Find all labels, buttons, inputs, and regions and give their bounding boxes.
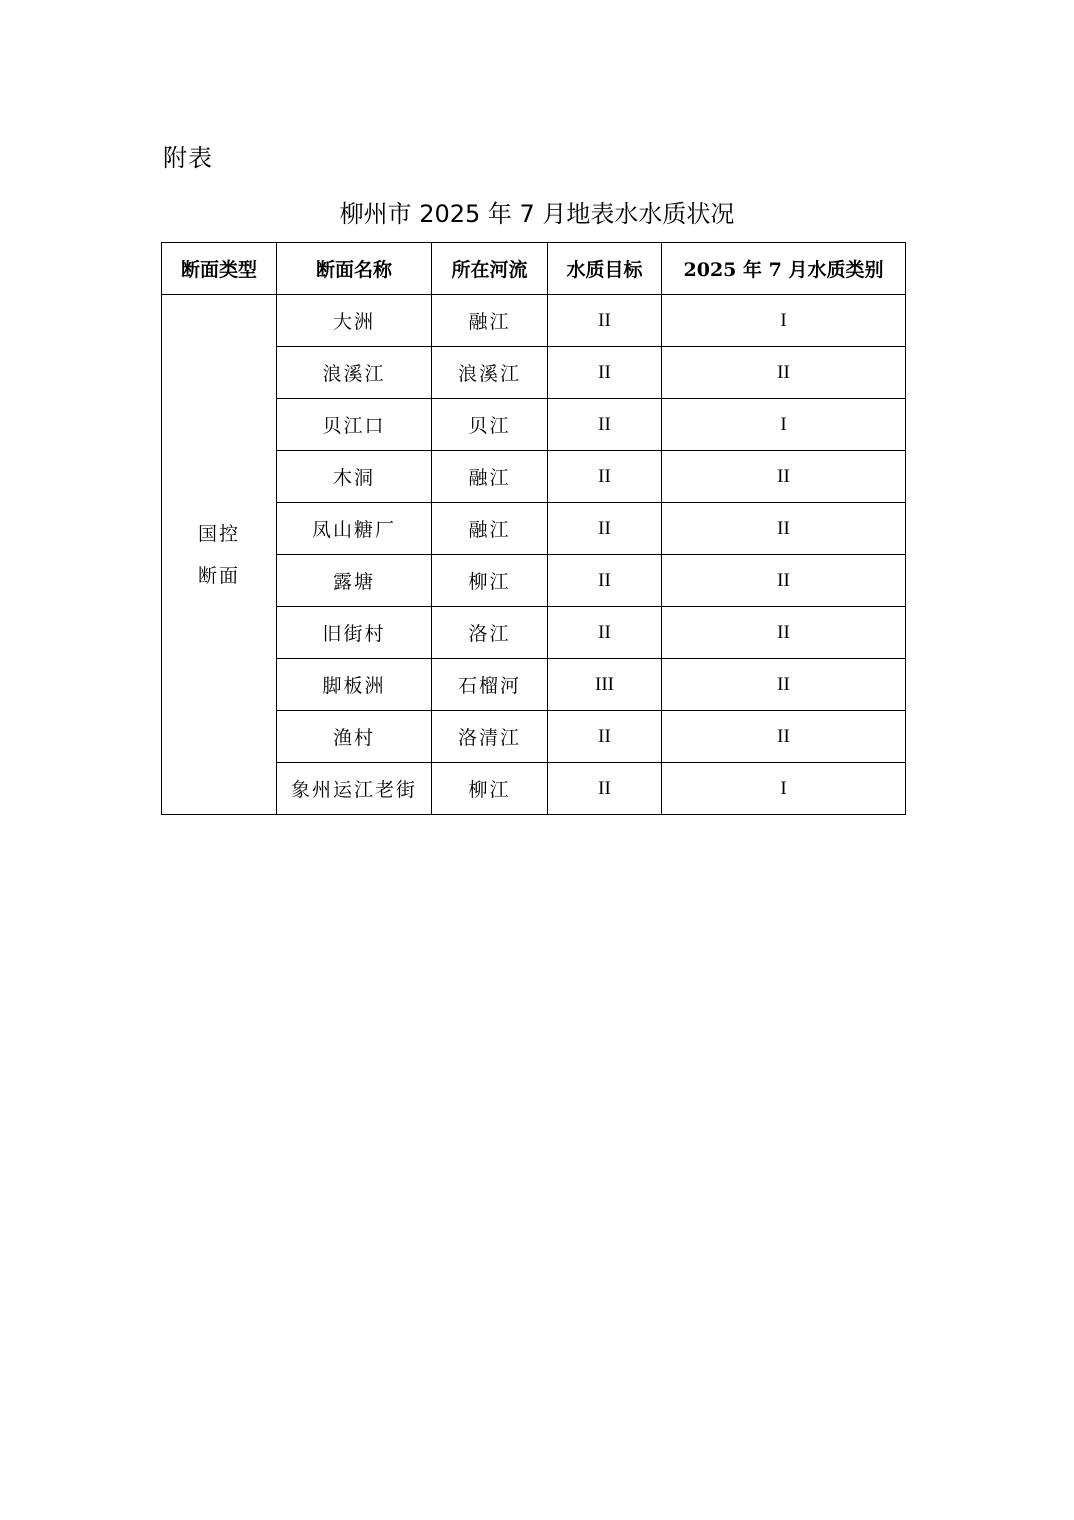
category-cell: I xyxy=(662,295,906,347)
table-header-row xyxy=(162,243,906,295)
river-cell: 柳江 xyxy=(432,555,548,607)
section-name-cell: 浪溪江 xyxy=(277,347,432,399)
river-cell: 浪溪江 xyxy=(432,347,548,399)
river-cell: 柳江 xyxy=(432,763,548,815)
river-cell: 融江 xyxy=(432,451,548,503)
category-cell: I xyxy=(662,399,906,451)
header-river: 所在河流 xyxy=(432,243,548,295)
river-cell: 贝江 xyxy=(432,399,548,451)
section-name-cell: 脚板洲 xyxy=(277,659,432,711)
target-cell: II xyxy=(548,503,662,555)
river-cell: 石榴河 xyxy=(432,659,548,711)
target-cell: II xyxy=(548,295,662,347)
section-type-line: 断面 xyxy=(197,564,240,587)
target-cell: II xyxy=(548,347,662,399)
category-cell: II xyxy=(662,503,906,555)
section-type-line: 国控 xyxy=(197,522,240,545)
target-cell: II xyxy=(548,555,662,607)
category-cell: II xyxy=(662,555,906,607)
target-cell: III xyxy=(548,659,662,711)
section-name-cell: 大洲 xyxy=(277,295,432,347)
section-name-cell: 凤山糖厂 xyxy=(277,503,432,555)
header-section-name: 断面名称 xyxy=(277,243,432,295)
section-name-cell: 贝江口 xyxy=(277,399,432,451)
header-section-type: 断面类型 xyxy=(162,243,277,295)
river-cell: 融江 xyxy=(432,295,548,347)
category-cell: II xyxy=(662,451,906,503)
category-cell: I xyxy=(662,763,906,815)
category-cell: II xyxy=(662,347,906,399)
section-name-cell: 露塘 xyxy=(277,555,432,607)
target-cell: II xyxy=(548,711,662,763)
river-cell: 融江 xyxy=(432,503,548,555)
category-cell: II xyxy=(662,711,906,763)
river-cell: 洛清江 xyxy=(432,711,548,763)
target-cell: II xyxy=(548,763,662,815)
section-name-cell: 象州运江老街 xyxy=(277,763,432,815)
category-cell: II xyxy=(662,607,906,659)
header-quality-category: 2025 年 7 月水质类别 xyxy=(662,243,906,295)
target-cell: II xyxy=(548,607,662,659)
section-name-cell: 木洞 xyxy=(277,451,432,503)
water-quality-table xyxy=(161,242,906,815)
target-cell: II xyxy=(548,399,662,451)
header-quality-target: 水质目标 xyxy=(548,243,662,295)
river-cell: 洛江 xyxy=(432,607,548,659)
table-row xyxy=(162,295,906,347)
section-name-cell: 旧街村 xyxy=(277,607,432,659)
target-cell: II xyxy=(548,451,662,503)
document-title: 柳州市 2025 年 7 月地表水水质状况 xyxy=(339,200,735,228)
section-type-cell xyxy=(162,295,277,815)
appendix-label: 附表 xyxy=(163,144,213,172)
section-name-cell: 渔村 xyxy=(277,711,432,763)
category-cell: II xyxy=(662,659,906,711)
